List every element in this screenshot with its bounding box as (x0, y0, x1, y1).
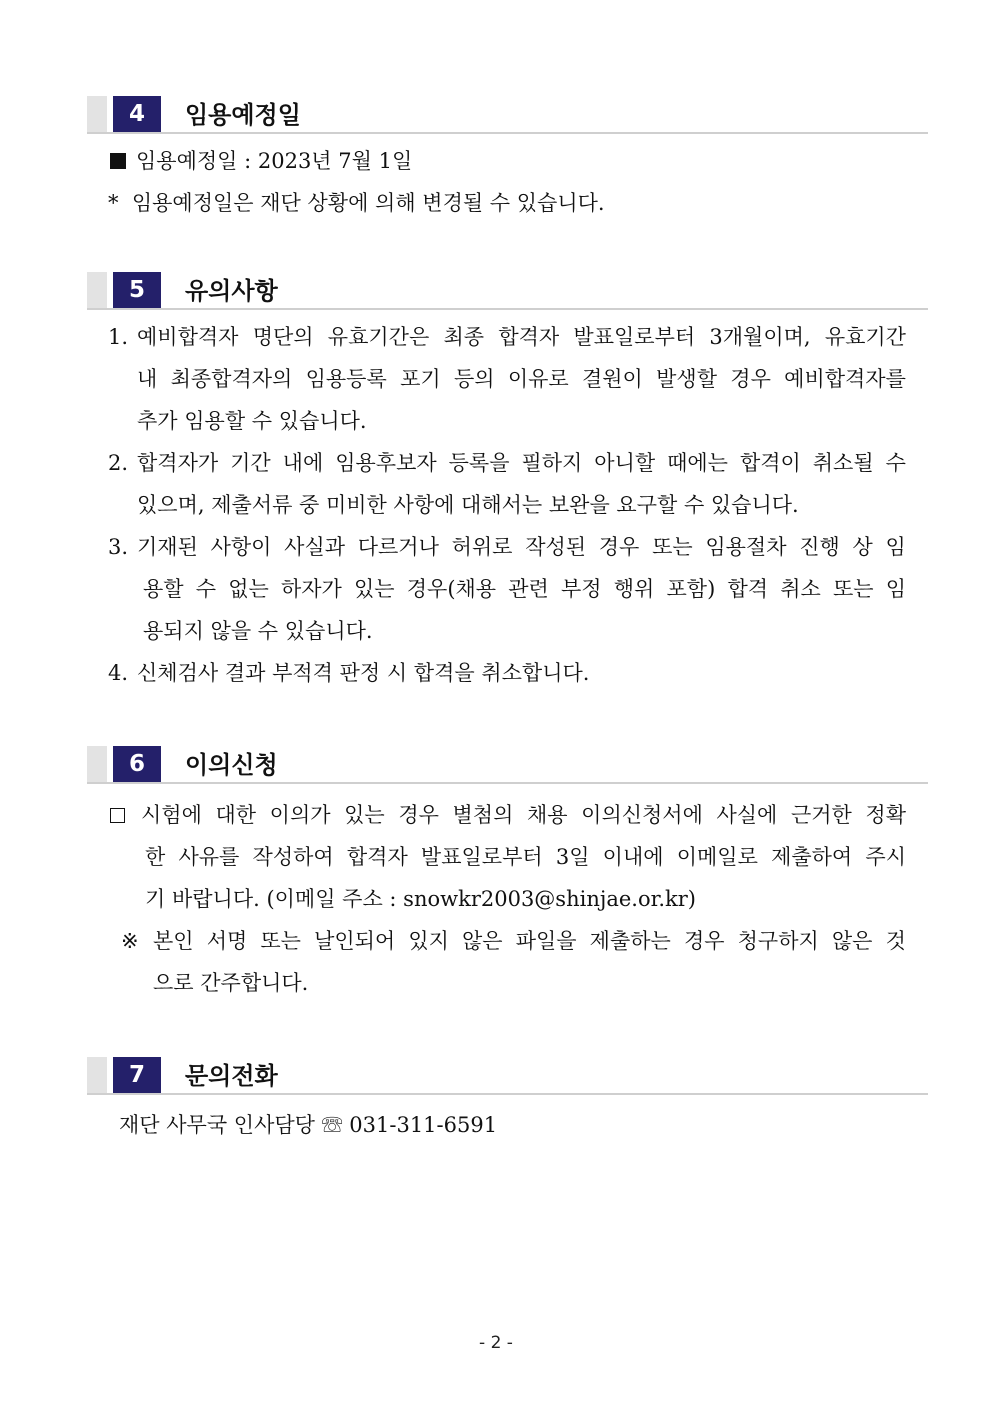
word: 취소될 (812, 451, 874, 475)
word: 내 (137, 367, 158, 391)
item-label: 1. (108, 325, 129, 349)
contact-line: 재단 사무국 인사담당 ☏ 031-311-6591 (119, 1113, 498, 1137)
section-band (87, 96, 107, 132)
section-title: 이의신청 (185, 751, 278, 779)
word: 서명 (206, 929, 248, 953)
section-band (87, 1057, 107, 1093)
word: 포함) (666, 577, 716, 601)
appointment-note-line (108, 189, 605, 217)
asterisk-marker: * (108, 191, 119, 215)
text-line (145, 843, 906, 871)
item-1-line-1 (137, 323, 906, 351)
note-line-2: 으로 간주합니다. (153, 971, 309, 995)
word: 대한 (215, 803, 257, 827)
word: 또는 (832, 577, 874, 601)
word: 경우 (398, 803, 439, 827)
reference-mark-icon: ※ (121, 929, 139, 953)
word: 이내에 (602, 845, 664, 869)
word: 포기 (400, 367, 441, 391)
text-line (137, 449, 906, 477)
word: 또는 (652, 535, 693, 559)
item-label: 3. (108, 535, 129, 559)
word: 수 (885, 451, 906, 475)
word: 임용절차 (705, 535, 787, 559)
word: 아니할 (594, 451, 656, 475)
item-3-line-2 (143, 575, 906, 603)
word: 이메일로 (676, 845, 758, 869)
word: 않은 (831, 929, 873, 953)
word: 허위로 (451, 535, 513, 559)
page-number: - 2 - (479, 1333, 513, 1353)
item-1-line-2 (137, 365, 906, 393)
appointment-date-text: 임용예정일 : 2023년 7월 1일 (136, 149, 413, 173)
word: 있는 (354, 577, 395, 601)
word: 작성하여 (252, 845, 334, 869)
word: 근거한 (790, 803, 852, 827)
word: 경우 (730, 367, 771, 391)
word: 상 (852, 535, 873, 559)
word: 시험에 (141, 803, 202, 827)
word: 정확 (865, 803, 906, 827)
word: 취소 (780, 577, 821, 601)
item-3-line-3: 용되지 않을 수 있습니다. (143, 619, 373, 643)
word: 기간 (230, 451, 271, 475)
word: 3일 (555, 845, 590, 869)
word: 합격자 (346, 845, 408, 869)
item-1-line-3: 추가 임용할 수 있습니다. (137, 409, 367, 433)
word: 임 (885, 535, 906, 559)
word: 임용등록 (305, 367, 387, 391)
word: 본인 (153, 929, 194, 953)
word: 예비합격자 (137, 325, 239, 349)
word: 없는 (228, 577, 269, 601)
text-line (137, 365, 906, 393)
word: 사항이 (210, 535, 272, 559)
word: 별첨의 (452, 803, 514, 827)
item-2-line-2: 있으며, 제출서류 중 미비한 사항에 대해서는 보완을 요구할 수 있습니다. (137, 493, 799, 517)
word: 합격이 (739, 451, 801, 475)
note-line-1 (153, 927, 906, 955)
word: 3개월이며, (709, 325, 811, 349)
item-2-line-1 (137, 449, 906, 477)
word: 날인되어 (314, 929, 396, 953)
word: 발생할 (656, 367, 717, 391)
word: 주시 (865, 845, 906, 869)
word: 임 (885, 577, 906, 601)
section-number: 5 (113, 272, 161, 308)
section-number: 6 (113, 746, 161, 782)
word: 관련 (508, 577, 549, 601)
word: 작성된 (525, 535, 587, 559)
word: 사유를 (178, 845, 240, 869)
word: 합격 (727, 577, 769, 601)
word: 진행 (799, 535, 840, 559)
section-7-header (87, 1057, 928, 1095)
word: 발표일로부터 (420, 845, 543, 869)
filled-square-icon (110, 153, 126, 169)
section-5-header (87, 272, 928, 310)
word: 등록을 (448, 451, 510, 475)
word: 필하지 (521, 451, 583, 475)
word: 이의신청서에 (581, 803, 703, 827)
text-line (137, 533, 906, 561)
word: 예비합격자를 (784, 367, 906, 391)
word: 등의 (453, 367, 495, 391)
appointment-date-line (110, 147, 412, 175)
word: 채용 (526, 803, 568, 827)
word: 있지 (408, 929, 449, 953)
word: 것 (885, 929, 906, 953)
item-4-line-1: 신체검사 결과 부적격 판정 시 합격을 취소합니다. (137, 661, 590, 685)
word: 경우 (598, 535, 640, 559)
word: 않은 (462, 929, 503, 953)
word: 경우(채용 (406, 577, 497, 601)
word: 때에는 (667, 451, 728, 475)
objection-line-2 (145, 843, 906, 871)
word: 행위 (613, 577, 655, 601)
word: 경우 (683, 929, 725, 953)
item-label: 2. (108, 451, 129, 475)
section-band (87, 272, 107, 308)
word: 청구하지 (737, 929, 819, 953)
word: 또는 (260, 929, 301, 953)
text-line (153, 927, 906, 955)
text-line (141, 801, 906, 829)
section-number: 7 (113, 1057, 161, 1093)
empty-box-icon (110, 801, 135, 829)
item-label: 4. (108, 661, 129, 685)
word: 기재된 (137, 535, 198, 559)
section-title: 문의전화 (185, 1062, 278, 1090)
objection-line-1 (141, 801, 906, 829)
section-title: 유의사항 (185, 277, 278, 305)
word: 결원이 (581, 367, 643, 391)
objection-line-3: 기 바랍니다. (이메일 주소 : snowkr2003@shinjae.or.kr) (145, 887, 696, 911)
word: 제출하는 (589, 929, 671, 953)
word: 부정 (561, 577, 602, 601)
text-line (143, 575, 906, 603)
word: 이의가 (269, 803, 331, 827)
word: 용할 (143, 577, 184, 601)
section-number: 4 (113, 96, 161, 132)
appointment-note-text: 임용예정일은 재단 상황에 의해 변경될 수 있습니다. (131, 191, 605, 215)
word: 이유로 (507, 367, 569, 391)
word: 명단의 (252, 325, 314, 349)
word: 유효기간은 (327, 325, 430, 349)
word: 최종 (443, 325, 485, 349)
word: 임용후보자 (335, 451, 437, 475)
word: 합격자 (498, 325, 560, 349)
word: 제출하여 (771, 845, 853, 869)
section-4-header (87, 96, 928, 134)
section-title: 임용예정일 (185, 101, 301, 129)
section-band (87, 746, 107, 782)
word: 수 (195, 577, 217, 601)
word: 최종합격자의 (170, 367, 293, 391)
text-line (137, 323, 906, 351)
word: 발표일로부터 (573, 325, 696, 349)
word: 파일을 (515, 929, 577, 953)
word: 합격자가 (137, 451, 219, 475)
word: 하자가 (280, 577, 342, 601)
word: 한 (145, 845, 166, 869)
section-6-header (87, 746, 928, 784)
word: 유효기간 (824, 325, 906, 349)
word: 다르거나 (357, 535, 439, 559)
word: 사실에 (716, 803, 778, 827)
word: 있는 (344, 803, 385, 827)
word: 사실과 (284, 535, 346, 559)
word: 내에 (282, 451, 324, 475)
item-3-line-1 (137, 533, 906, 561)
